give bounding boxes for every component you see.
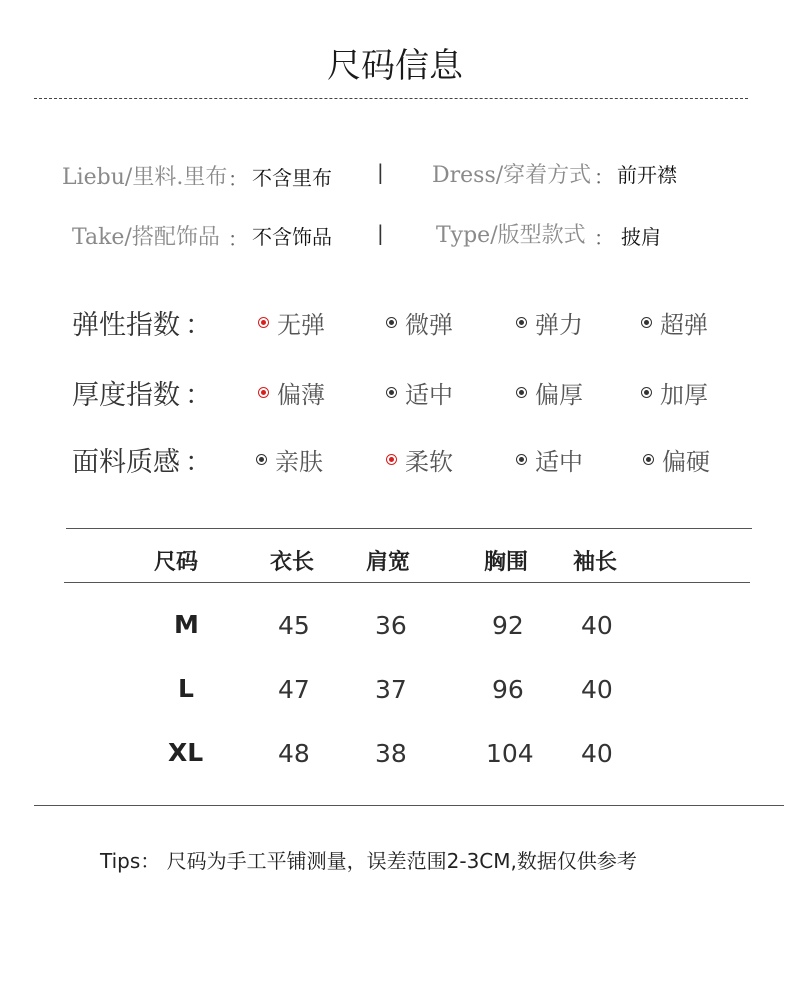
info-label-type: Type/版型款式 bbox=[436, 223, 586, 248]
radio-icon bbox=[516, 387, 527, 398]
radio-icon bbox=[386, 317, 397, 328]
dashed-divider bbox=[34, 98, 748, 99]
info-value-type: 披肩 bbox=[621, 225, 661, 249]
radio-icon bbox=[643, 454, 654, 465]
page-title: 尺码信息 bbox=[327, 46, 463, 86]
option-elasticity-slight: 微弹 bbox=[386, 305, 453, 340]
radio-icon bbox=[516, 454, 527, 465]
option-thickness-medium: 适中 bbox=[386, 375, 453, 410]
info-separator: | bbox=[377, 221, 384, 245]
table-header-rule bbox=[64, 582, 750, 583]
table-cell: 37 bbox=[375, 675, 407, 704]
table-cell: 92 bbox=[492, 611, 524, 640]
table-cell: 47 bbox=[278, 675, 310, 704]
table-cell: 48 bbox=[278, 739, 310, 768]
info-label-accessories: Take/搭配饰品 bbox=[72, 225, 220, 250]
radio-icon bbox=[641, 387, 652, 398]
radio-selected-icon bbox=[258, 387, 269, 398]
option-texture-medium: 适中 bbox=[516, 442, 583, 477]
option-elasticity-elastic: 弹力 bbox=[516, 305, 583, 340]
table-cell-size: L bbox=[178, 674, 194, 703]
table-cell-size: XL bbox=[168, 738, 204, 767]
attr-label-texture: 面料质感 bbox=[72, 447, 180, 478]
info-colon: ： bbox=[594, 165, 614, 189]
table-cell: 96 bbox=[492, 675, 524, 704]
info-value-lining: 不含里布 bbox=[252, 166, 332, 190]
radio-selected-icon bbox=[386, 454, 397, 465]
table-cell: 40 bbox=[581, 611, 613, 640]
tips-note: Tips： 尺码为手工平铺测量，误差范围2-3CM,数据仅供参考 bbox=[100, 849, 637, 873]
table-top-rule bbox=[66, 528, 752, 529]
option-texture-hard: 偏硬 bbox=[643, 442, 710, 477]
table-header-shoulder: 肩宽 bbox=[366, 549, 411, 575]
bottom-divider bbox=[34, 805, 784, 806]
attr-colon: ： bbox=[185, 380, 212, 411]
option-thickness-thin: 偏薄 bbox=[258, 375, 325, 410]
table-cell: 40 bbox=[581, 675, 613, 704]
table-cell: 38 bbox=[375, 739, 407, 768]
table-header-length: 衣长 bbox=[270, 549, 315, 575]
radio-icon bbox=[386, 387, 397, 398]
attr-label-elasticity: 弹性指数 bbox=[72, 310, 180, 341]
table-header-bust: 胸围 bbox=[484, 549, 529, 575]
attr-colon: ： bbox=[185, 447, 212, 478]
table-cell-size: M bbox=[174, 610, 199, 639]
table-cell: 40 bbox=[581, 739, 613, 768]
radio-selected-icon bbox=[258, 317, 269, 328]
table-header-sleeve: 袖长 bbox=[573, 549, 618, 575]
info-value-accessories: 不含饰品 bbox=[252, 225, 332, 249]
info-label-lining: Liebu/里料.里布 bbox=[62, 165, 228, 190]
table-cell: 36 bbox=[375, 611, 407, 640]
option-elasticity-super: 超弹 bbox=[641, 305, 708, 340]
attr-label-thickness: 厚度指数 bbox=[72, 380, 180, 411]
info-colon: ： bbox=[228, 167, 248, 191]
radio-icon bbox=[256, 454, 267, 465]
option-elasticity-none: 无弹 bbox=[258, 305, 325, 340]
info-value-wearing: 前开襟 bbox=[617, 163, 677, 187]
table-header-size: 尺码 bbox=[154, 549, 199, 575]
option-texture-soft: 柔软 bbox=[386, 442, 453, 477]
option-thickness-extra: 加厚 bbox=[641, 375, 708, 410]
info-colon: ： bbox=[228, 227, 248, 251]
option-thickness-thick: 偏厚 bbox=[516, 375, 583, 410]
table-cell: 104 bbox=[486, 739, 534, 768]
info-colon: ： bbox=[594, 226, 614, 250]
table-cell: 45 bbox=[278, 611, 310, 640]
option-texture-skin: 亲肤 bbox=[256, 442, 323, 477]
radio-icon bbox=[641, 317, 652, 328]
info-label-wearing: Dress/穿着方式 bbox=[432, 163, 592, 188]
attr-colon: ： bbox=[185, 310, 212, 341]
info-separator: | bbox=[377, 160, 384, 184]
radio-icon bbox=[516, 317, 527, 328]
